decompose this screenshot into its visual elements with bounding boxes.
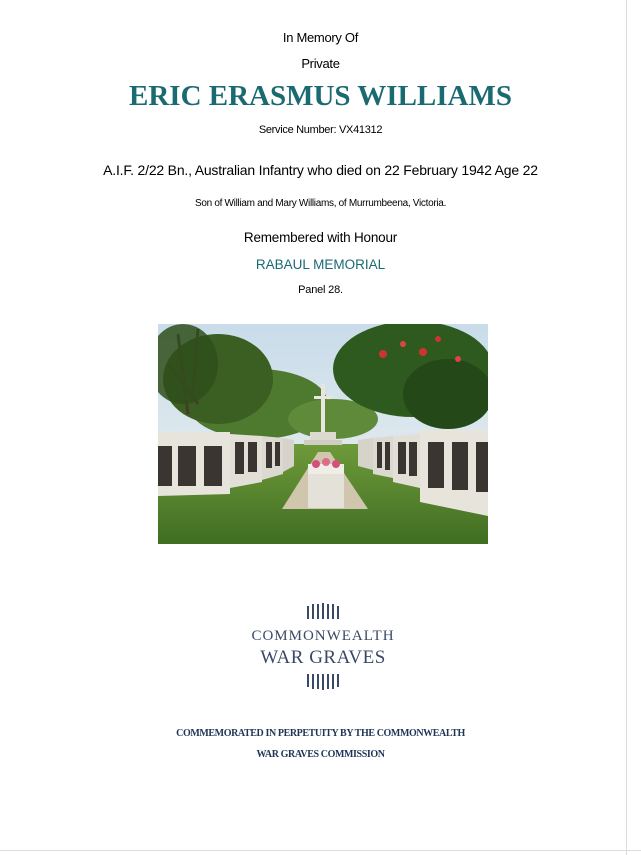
memorial-name: RABAUL MEMORIAL — [255, 257, 386, 272]
casualty-name: ERIC ERASMUS WILLIAMS — [129, 80, 512, 112]
memorial-photo — [158, 324, 488, 544]
footer-line-1: COMMEMORATED IN PERPETUITY BY THE COMMONWEALTH — [176, 728, 465, 739]
panel-number: Panel 28. — [298, 284, 343, 296]
logo-line2: WAR GRAVES — [260, 647, 386, 668]
footer-line-2: WAR GRAVES COMMISSION — [256, 749, 385, 760]
in-memory-of-text: In Memory Of — [282, 30, 359, 45]
logo-line1: COMMONWEALTH — [251, 628, 395, 644]
rank-text: Private — [301, 56, 340, 71]
service-number: Service Number: VX41312 — [258, 124, 383, 136]
cwgc-logo — [250, 602, 396, 694]
page-border-bottom — [0, 850, 641, 851]
remembered-text: Remembered with Honour — [243, 230, 398, 245]
family-details: Son of William and Mary Williams, of Murrumbeena, Victoria. — [194, 198, 447, 209]
unit-and-death-line: A.I.F. 2/22 Bn., Australian Infantry who died on 22 February 1942 Age 22 — [103, 162, 538, 178]
logo-bottom-bars-icon — [307, 674, 339, 690]
logo-top-bars-icon — [307, 603, 339, 619]
